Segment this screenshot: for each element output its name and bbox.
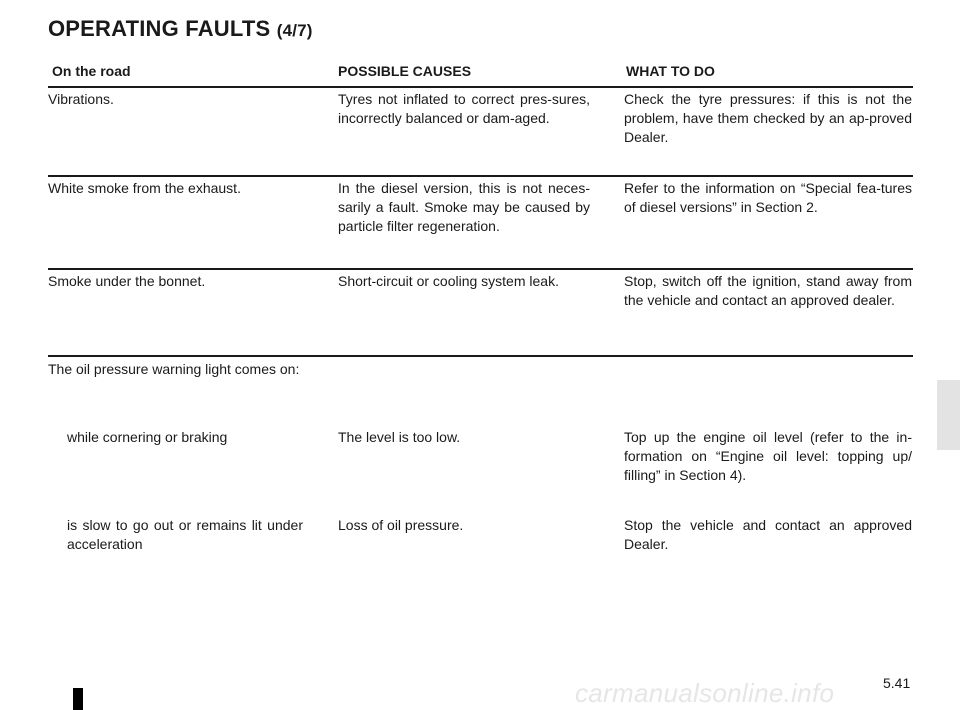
row-white-smoke-symptom: White smoke from the exhaust. [48,180,241,196]
page-marker-bar [73,688,83,710]
oil-sub-item-acceleration-symptom: is slow to go out or remains lit under acceleration [67,517,303,552]
page-title [48,16,313,42]
oil-sub-item-acceleration-action: Stop the vehicle and contact an approved Dealer. [624,517,912,552]
row-bonnet-smoke-cause: Short-circuit or cooling system leak. [338,273,559,289]
row-divider [48,175,913,177]
section-edge-tab [937,380,960,450]
oil-sub-item-cornering-cause: The level is too low. [338,429,461,445]
header-rule [48,86,913,88]
row-bonnet-smoke-action: Stop, switch off the ignition, stand away from the vehicle and contact an approved dealer. [624,273,912,308]
row-vibrations-symptom: Vibrations. [48,91,114,107]
row-oil-pressure-symptom: The oil pressure warning light comes on: [48,361,300,377]
column-header-causes: POSSIBLE CAUSES [338,63,472,79]
watermark: carmanualsonline.info [575,678,835,708]
row-divider [48,268,913,270]
row-divider [48,355,913,357]
oil-sub-item-acceleration-cause: Loss of oil pressure. [338,517,464,533]
row-bonnet-smoke-symptom: Smoke under the bonnet. [48,273,206,289]
row-vibrations-action: Check the tyre pressures: if this is not the problem, have them checked by an ap-proved Dealer. [624,91,912,145]
oil-sub-item-cornering-symptom: while cornering or braking [67,429,228,445]
title-main: OPERATING FAULTS [48,16,271,41]
row-white-smoke-cause: In the diesel version, this is not neces-sarily a fault. Smoke may be caused by particle filter regeneration. [338,180,590,234]
column-header-symptom: On the road [52,63,131,79]
row-white-smoke-action: Refer to the information on “Special fea-tures of diesel versions” in Section 2. [624,180,912,215]
column-header-actions: WHAT TO DO [626,63,715,79]
row-vibrations-cause: Tyres not inflated to correct pres-sures, incorrectly balanced or dam-aged. [338,91,590,126]
page-number: 5.41 [883,675,911,691]
oil-sub-item-cornering-action: Top up the engine oil level (refer to the in-formation on “Engine oil level: topping up/ filling” in Section 4). [624,429,912,483]
title-part: (4/7) [276,21,313,40]
